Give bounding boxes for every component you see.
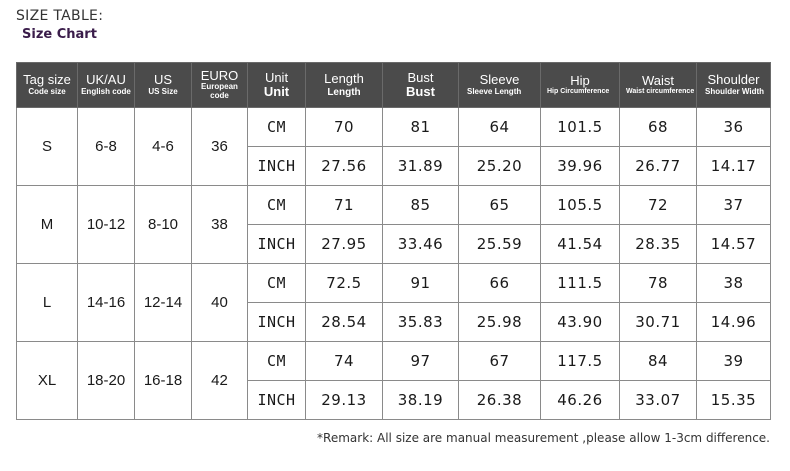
bust-cell: 35.83 bbox=[383, 303, 459, 342]
length-cell: 72.5 bbox=[306, 264, 383, 303]
tag-size-cell: S bbox=[17, 108, 78, 186]
unit-cell: INCH bbox=[248, 225, 306, 264]
unit-cell: INCH bbox=[248, 303, 306, 342]
bust-cell: 85 bbox=[383, 186, 459, 225]
header-waist: Waist Waist circumference bbox=[620, 63, 697, 108]
shoulder-cell: 14.57 bbox=[697, 225, 771, 264]
sleeve-cell: 67 bbox=[459, 342, 541, 381]
waist-cell: 84 bbox=[620, 342, 697, 381]
table-row bbox=[17, 342, 771, 381]
waist-cell: 30.71 bbox=[620, 303, 697, 342]
unit-cell: INCH bbox=[248, 147, 306, 186]
tag-size-cell: M bbox=[17, 186, 78, 264]
sleeve-cell: 26.38 bbox=[459, 381, 541, 420]
header-us: US US Size bbox=[135, 63, 192, 108]
bust-cell: 81 bbox=[383, 108, 459, 147]
shoulder-cell: 38 bbox=[697, 264, 771, 303]
euro-cell: 42 bbox=[192, 342, 248, 420]
waist-cell: 33.07 bbox=[620, 381, 697, 420]
bust-cell: 91 bbox=[383, 264, 459, 303]
waist-cell: 72 bbox=[620, 186, 697, 225]
euro-cell: 38 bbox=[192, 186, 248, 264]
table-row bbox=[17, 264, 771, 303]
shoulder-cell: 15.35 bbox=[697, 381, 771, 420]
waist-cell: 28.35 bbox=[620, 225, 697, 264]
bust-cell: 31.89 bbox=[383, 147, 459, 186]
sleeve-cell: 25.20 bbox=[459, 147, 541, 186]
tag-size-cell: XL bbox=[17, 342, 78, 420]
euro-cell: 40 bbox=[192, 264, 248, 342]
uk-au-cell: 14-16 bbox=[78, 264, 135, 342]
header-hip: Hip Hip Circumference bbox=[541, 63, 620, 108]
header-sleeve: Sleeve Sleeve Length bbox=[459, 63, 541, 108]
shoulder-cell: 14.96 bbox=[697, 303, 771, 342]
shoulder-cell: 37 bbox=[697, 186, 771, 225]
tag-size-cell: L bbox=[17, 264, 78, 342]
unit-cell: CM bbox=[248, 264, 306, 303]
length-cell: 71 bbox=[306, 186, 383, 225]
uk-au-cell: 18-20 bbox=[78, 342, 135, 420]
length-cell: 28.54 bbox=[306, 303, 383, 342]
sleeve-cell: 65 bbox=[459, 186, 541, 225]
sleeve-cell: 25.59 bbox=[459, 225, 541, 264]
hip-cell: 111.5 bbox=[541, 264, 620, 303]
length-cell: 74 bbox=[306, 342, 383, 381]
waist-cell: 78 bbox=[620, 264, 697, 303]
uk-au-cell: 6-8 bbox=[78, 108, 135, 186]
waist-cell: 68 bbox=[620, 108, 697, 147]
sleeve-cell: 66 bbox=[459, 264, 541, 303]
unit-cell: CM bbox=[248, 108, 306, 147]
header-shoulder: Shoulder Shoulder Width bbox=[697, 63, 771, 108]
header-uk-au: UK/AU English code bbox=[78, 63, 135, 108]
waist-cell: 26.77 bbox=[620, 147, 697, 186]
size-chart-table bbox=[16, 62, 771, 420]
unit-cell: CM bbox=[248, 186, 306, 225]
length-cell: 27.56 bbox=[306, 147, 383, 186]
shoulder-cell: 36 bbox=[697, 108, 771, 147]
header-bust: Bust Bust bbox=[383, 63, 459, 108]
table-row bbox=[17, 108, 771, 147]
hip-cell: 101.5 bbox=[541, 108, 620, 147]
us-size-cell: 12-14 bbox=[135, 264, 192, 342]
header-euro: EURO European code bbox=[192, 63, 248, 108]
us-size-cell: 8-10 bbox=[135, 186, 192, 264]
bust-cell: 33.46 bbox=[383, 225, 459, 264]
unit-cell: CM bbox=[248, 342, 306, 381]
uk-au-cell: 10-12 bbox=[78, 186, 135, 264]
hip-cell: 39.96 bbox=[541, 147, 620, 186]
header-length: Length Length bbox=[306, 63, 383, 108]
header-unit: Unit Unit bbox=[248, 63, 306, 108]
table-header-row bbox=[17, 63, 771, 108]
length-cell: 70 bbox=[306, 108, 383, 147]
table-row bbox=[17, 186, 771, 225]
sleeve-cell: 64 bbox=[459, 108, 541, 147]
sleeve-cell: 25.98 bbox=[459, 303, 541, 342]
hip-cell: 41.54 bbox=[541, 225, 620, 264]
header-tag-size: Tag size Code size bbox=[17, 63, 78, 108]
us-size-cell: 16-18 bbox=[135, 342, 192, 420]
shoulder-cell: 39 bbox=[697, 342, 771, 381]
hip-cell: 43.90 bbox=[541, 303, 620, 342]
length-cell: 27.95 bbox=[306, 225, 383, 264]
page-title: SIZE TABLE: bbox=[16, 8, 104, 24]
euro-cell: 36 bbox=[192, 108, 248, 186]
unit-cell: INCH bbox=[248, 381, 306, 420]
bust-cell: 38.19 bbox=[383, 381, 459, 420]
hip-cell: 117.5 bbox=[541, 342, 620, 381]
length-cell: 29.13 bbox=[306, 381, 383, 420]
us-size-cell: 4-6 bbox=[135, 108, 192, 186]
hip-cell: 105.5 bbox=[541, 186, 620, 225]
bust-cell: 97 bbox=[383, 342, 459, 381]
hip-cell: 46.26 bbox=[541, 381, 620, 420]
shoulder-cell: 14.17 bbox=[697, 147, 771, 186]
page-subtitle: Size Chart bbox=[22, 27, 97, 42]
remark-note: *Remark: All size are manual measurement ,please allow 1-3cm difference. bbox=[317, 431, 770, 445]
